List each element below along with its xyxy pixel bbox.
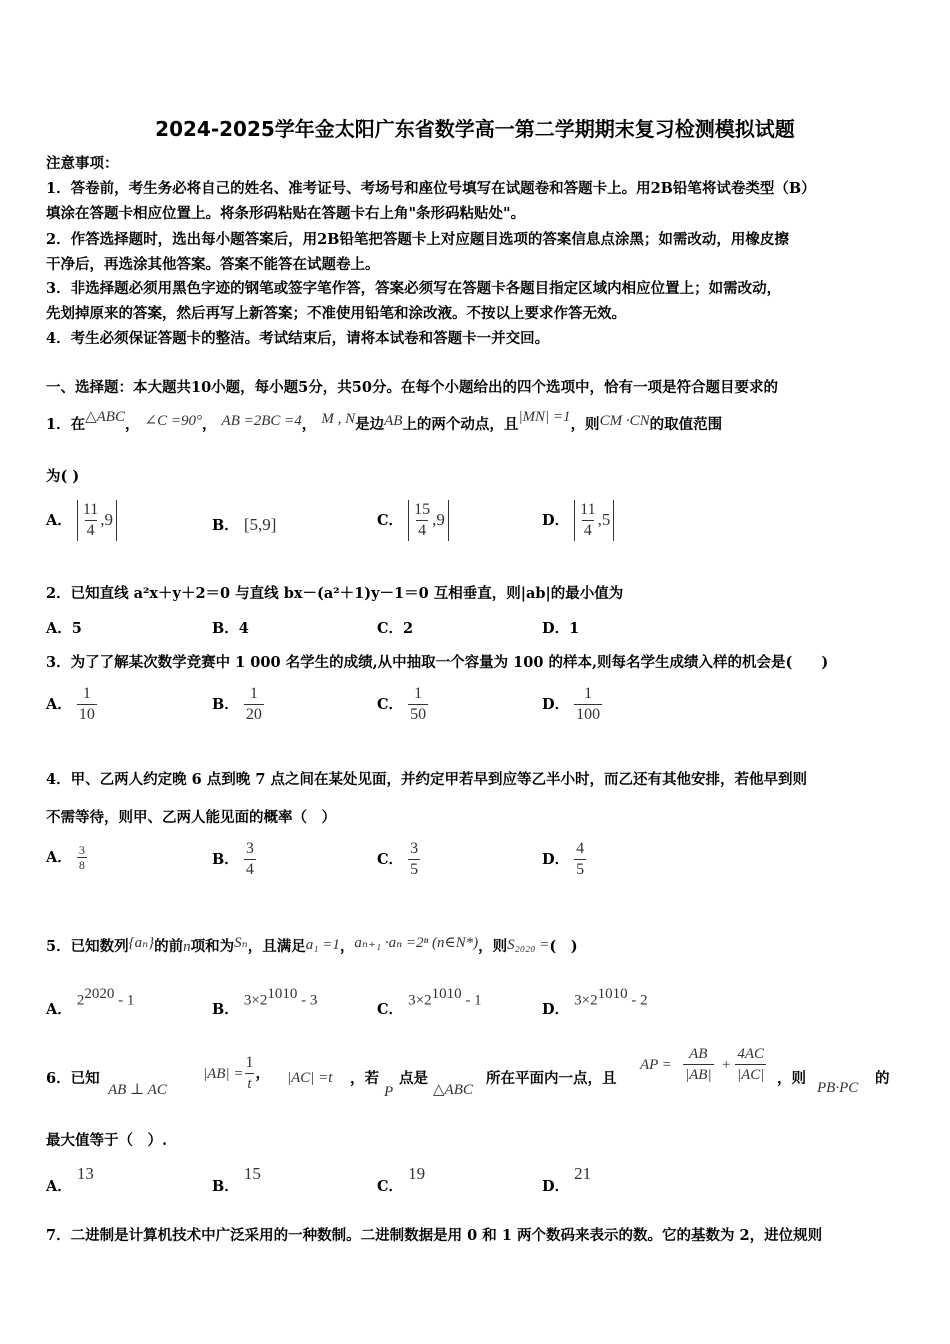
q1-comma: ， — [301, 416, 317, 433]
frac-den: |AC| — [735, 1064, 766, 1085]
frac-num: 1 — [82, 685, 91, 702]
q5-seq: {aₙ} — [128, 935, 155, 951]
option-label: C． — [377, 851, 404, 868]
option-label: C． — [377, 620, 404, 637]
option-label: A． — [46, 1001, 72, 1019]
frac-den: 4 — [86, 522, 95, 539]
notice-line: 填涂在答题卡相应位置上。将条形码粘贴在答题卡右上角"条形码粘贴处"。 — [46, 205, 526, 222]
q1-mn: M , N — [321, 411, 356, 427]
option-label: B． — [212, 517, 239, 534]
notice-line: 先划掉原来的答案，然后再写上新答案；不准使用铅笔和涂改液。不按以上要求作答无效。 — [46, 305, 626, 322]
q4-option-a[interactable] — [46, 843, 87, 872]
q1-option-d[interactable] — [542, 500, 614, 541]
option-value: ,9 — [432, 510, 445, 529]
frac-num: 1 — [584, 685, 593, 702]
q5-option-b[interactable] — [212, 986, 318, 1019]
q6-option-c[interactable] — [377, 1163, 426, 1195]
q6-pbpc: PB·PC — [817, 1080, 859, 1096]
option-tail: - 2 — [627, 992, 648, 1009]
q6-fraction-2 — [735, 1044, 766, 1085]
q5-text: 5．已知数列 — [46, 938, 129, 955]
frac-num: 11 — [580, 501, 596, 518]
option-label: D． — [542, 512, 570, 529]
frac-den: 4 — [245, 861, 254, 878]
q5-s2020: S₂₀₂₀ = — [507, 937, 550, 953]
q5-n: n — [183, 939, 191, 955]
frac-den: 4 — [418, 522, 427, 539]
option-base: 3×2 — [574, 992, 598, 1009]
q3-option-b[interactable] — [212, 684, 264, 725]
q5-option-a[interactable] — [46, 986, 135, 1019]
frac-num: 1 — [249, 685, 258, 702]
frac-num: 4AC — [737, 1046, 765, 1062]
q3-option-c[interactable] — [377, 684, 428, 725]
q5-text: ，且满足 — [247, 938, 306, 955]
frac-den: 10 — [78, 706, 95, 723]
option-base: 2 — [76, 992, 85, 1009]
option-label: B． — [212, 696, 239, 713]
option-value: ,9 — [100, 510, 114, 529]
frac-num: 1 — [245, 1054, 254, 1071]
question-4: 4．甲、乙两人约定晚 6 点到晚 7 点之间在某处见面，并约定甲若早到应等乙半小时，而乙还有其他安排，若他早到则 — [46, 771, 807, 788]
q6-comma: ， — [255, 1065, 270, 1082]
q1-triangle: △ABC — [85, 409, 125, 425]
q6-plus: + — [722, 1057, 731, 1073]
option-exponent: 2020 — [84, 986, 115, 1002]
option-label: D． — [542, 620, 570, 637]
q6-perp: AB ⊥ AC — [108, 1082, 167, 1098]
option-value: 19 — [408, 1164, 426, 1183]
q1-text: 上的两个动点，且 — [402, 416, 519, 433]
q6-abs-ab-text: |AB| = — [203, 1066, 244, 1082]
page-title: 2024-2025学年金太阳广东省数学高一第二学期期末复习检测模拟试题 — [155, 117, 795, 141]
frac-num: 3 — [410, 840, 419, 857]
option-label: C． — [377, 1178, 404, 1195]
notice-line: 2．作答选择题时，选出每小题答案后，用2B铅笔把答题卡上对应题目选项的答案信息点涂黑；如需改动，用橡皮擦 — [46, 231, 789, 248]
option-value: 1 — [569, 620, 580, 637]
q2-option-d[interactable] — [542, 617, 579, 638]
frac-num: 1 — [414, 685, 423, 702]
question-4-line2: 不需等待，则甲、乙两人能见面的概率（ ） — [46, 809, 336, 826]
option-base: 3×2 — [243, 992, 268, 1009]
option-value: 13 — [76, 1164, 94, 1183]
frac-den: 4 — [583, 522, 592, 539]
notice-heading: 注意事项： — [46, 155, 119, 172]
q2-option-a[interactable] — [46, 617, 82, 638]
q5-text: ( ) — [549, 938, 578, 955]
q6-t3: 点是 — [399, 1070, 428, 1087]
q1-num: 1．在 — [46, 416, 86, 433]
q1-angle: ∠C =90° — [144, 413, 202, 429]
q1-text: 的取值范围 — [649, 416, 723, 433]
question-6-line2: 最大值等于（ ）. — [46, 1132, 168, 1149]
option-label: A． — [46, 1178, 72, 1195]
option-label: A． — [46, 512, 72, 529]
frac-num: 3 — [78, 843, 85, 857]
q6-t6: 的 — [875, 1070, 890, 1087]
q5-text: ，则 — [478, 938, 508, 955]
frac-num: 11 — [82, 501, 99, 518]
section-heading: 一、选择题：本大题共10小题，每小题5分，共50分。在每个小题给出的四个选项中，恰有一项是符合题目要求的 — [46, 379, 778, 396]
q1-ab2: AB — [384, 413, 403, 429]
q5-text: 项和为 — [190, 938, 235, 955]
option-exponent: 1010 — [267, 986, 298, 1002]
q1-option-c[interactable] — [377, 500, 449, 541]
q3-option-d[interactable] — [542, 684, 602, 725]
frac-den: |AB| — [683, 1064, 714, 1085]
option-tail: - 1 — [461, 992, 482, 1009]
q1-text: ，则 — [570, 416, 600, 433]
option-label: D． — [542, 1001, 570, 1019]
q1-comma: ， — [124, 416, 140, 433]
option-label: D． — [542, 1178, 570, 1195]
q5-recurrence: aₙ₊₁ ·aₙ =2ⁿ (n∈N*) — [354, 935, 479, 951]
q5-a1: a₁ =1 — [305, 937, 340, 953]
frac-den: 100 — [576, 706, 601, 723]
q1-mn-abs: |MN| =1 — [518, 409, 571, 425]
option-label: A． — [46, 696, 72, 713]
question-7: 7．二进制是计算机技术中广泛采用的一种数制。二进制数据是用 0 和 1 两个数码来表示的数。它的基数为 2，进位规则 — [46, 1227, 823, 1244]
question-5 — [46, 935, 578, 956]
frac-den: 5 — [410, 861, 419, 878]
option-label: A． — [46, 849, 72, 866]
question-1 — [46, 409, 723, 434]
q6-option-d[interactable] — [542, 1163, 592, 1195]
option-label: B． — [212, 851, 239, 868]
q1-comma: ， — [201, 416, 217, 433]
frac-den: 5 — [576, 861, 585, 878]
question-3: 3．为了了解某次数学竞赛中 1 000 名学生的成绩,从中抽取一个容量为 100 的样本,则每名学生成绩入样的机会是( ) — [46, 654, 829, 671]
q2-option-c[interactable] — [377, 617, 413, 638]
q6-option-b[interactable] — [212, 1163, 261, 1195]
q6-p: P — [384, 1084, 394, 1100]
q6-fraction-1 — [683, 1044, 714, 1085]
q1-line2: 为( ) — [46, 468, 80, 485]
notice-line: 4．考生必须保证答题卡的整洁。考试结束后，请将本试卷和答题卡一并交回。 — [46, 330, 550, 347]
notice-line: 1．答卷前，考生务必将自己的姓名、准考证号、考场号和座位号填写在试题卷和答题卡上。用2B铅笔将试卷类型（B） — [46, 180, 816, 197]
option-value: ,5 — [597, 510, 611, 529]
frac-den: 50 — [410, 706, 427, 723]
q1-text: 是边 — [355, 416, 385, 433]
option-value: 4 — [238, 620, 249, 637]
frac-num: AB — [689, 1046, 708, 1062]
option-label: C． — [377, 696, 404, 713]
option-value: 21 — [574, 1164, 592, 1183]
option-label: A． — [46, 620, 72, 637]
q2-option-b[interactable] — [212, 617, 249, 638]
q6-abs-ab — [203, 1053, 270, 1094]
option-value: 15 — [243, 1164, 261, 1183]
frac-den: t — [245, 1073, 253, 1094]
option-tail: - 1 — [114, 992, 135, 1009]
q3-option-a[interactable] — [46, 684, 97, 725]
q6-t2: ，若 — [350, 1070, 379, 1087]
frac-num: 4 — [576, 840, 585, 857]
q1-ab: AB =2BC =4 — [221, 413, 302, 429]
frac-den: 20 — [245, 706, 262, 723]
q1-option-b[interactable] — [212, 514, 276, 535]
q6-triangle: △ABC — [433, 1082, 473, 1098]
frac-num: 3 — [245, 840, 254, 857]
option-label: C． — [377, 512, 404, 529]
frac-num: 15 — [414, 501, 431, 518]
q6-option-a[interactable] — [46, 1163, 94, 1195]
option-value: [5,9] — [243, 515, 277, 534]
notice-line: 干净后，再选涂其他答案。答案不能答在试题卷上。 — [46, 256, 380, 273]
option-label: B． — [212, 1178, 239, 1195]
option-exponent: 1010 — [597, 986, 628, 1002]
option-base: 3×2 — [408, 992, 432, 1009]
option-value: 2 — [403, 620, 414, 637]
q4-option-b[interactable] — [212, 839, 256, 880]
q5-option-d[interactable] — [542, 986, 648, 1019]
q1-option-a[interactable] — [46, 500, 117, 541]
q5-text: 的前 — [154, 938, 184, 955]
option-label: C． — [377, 1001, 404, 1019]
option-label: B． — [212, 1001, 239, 1019]
option-label: D． — [542, 696, 570, 713]
question-2: 2．已知直线 a²x＋y＋2＝0 与直线 bx－(a²＋1)y－1＝0 互相垂直，则|ab|的最小值为 — [46, 585, 624, 602]
q6-t1: 6．已知 — [46, 1070, 100, 1087]
q6-t4: 所在平面内一点，且 — [486, 1070, 617, 1087]
q6-ap: AP = — [640, 1057, 672, 1073]
option-label: B． — [212, 620, 239, 637]
option-value: 5 — [71, 620, 82, 637]
option-tail: - 3 — [297, 992, 318, 1009]
q5-sn: Sₙ — [234, 935, 248, 951]
notice-line: 3．非选择题必须用黑色字迹的钢笔或签字笔作答，答案必须写在答题卡各题目指定区域内相应位置上；如需改动， — [46, 280, 782, 297]
q6-t5: ，则 — [777, 1070, 806, 1087]
q4-option-c[interactable] — [377, 839, 420, 880]
q6-abs-ac: |AC| =t — [287, 1070, 333, 1086]
frac-den: 8 — [78, 858, 85, 872]
option-exponent: 1010 — [431, 986, 462, 1002]
option-label: D． — [542, 851, 570, 868]
q5-comma: ， — [339, 938, 355, 955]
q5-option-c[interactable] — [377, 986, 482, 1019]
q4-option-d[interactable] — [542, 839, 586, 880]
q1-dot: CM ·CN — [599, 413, 650, 429]
